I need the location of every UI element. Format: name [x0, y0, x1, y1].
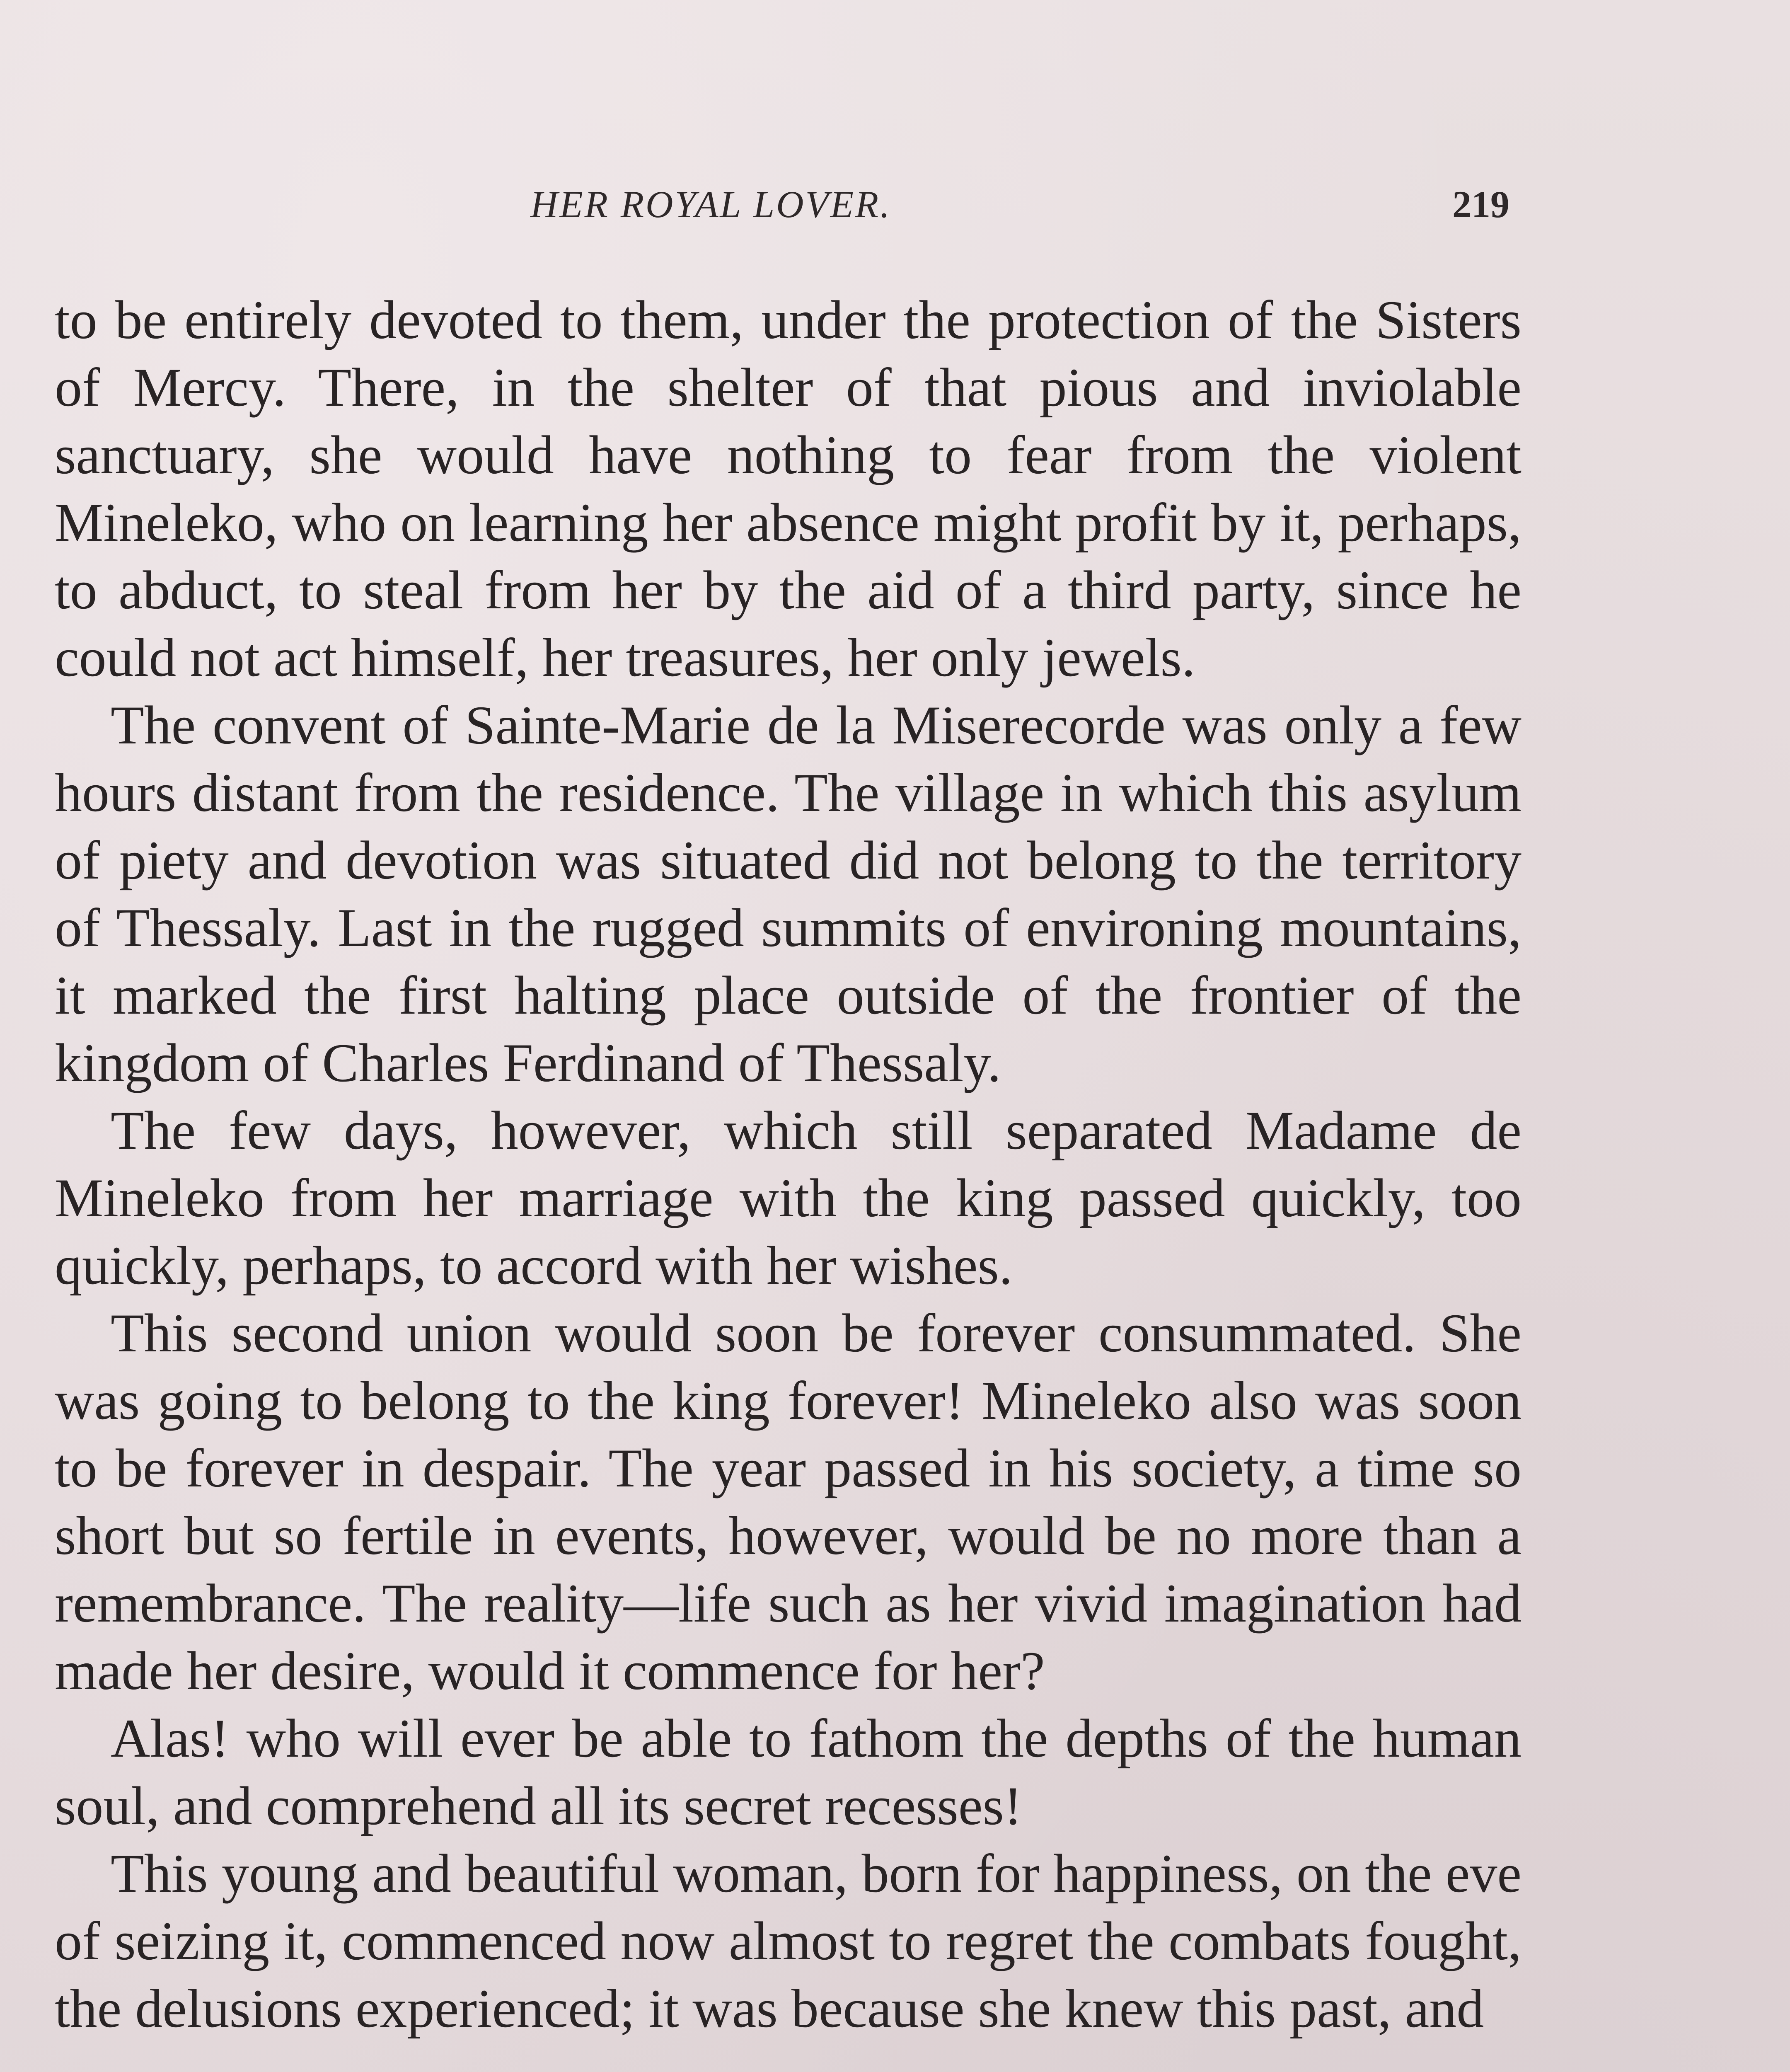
running-title: HER ROYAL LOVER.: [530, 183, 892, 225]
paragraph-3: The few days, however, which still separated Madame de Mineleko from her marriage with the king passed quickly, too quickly, perhaps, to accord with her wishes.: [55, 1100, 1522, 1296]
paragraph-1: to be entirely devoted to them, under the protection of the Sisters of Mercy. There, in the shelter of that pious and inviolable sanctuary, she would have nothing to fear from the violent Mineleko, who on learning her absence might profit by it, perhaps, to abduct, to steal from her by the aid of a third party, since he could not act himself, her treasures, her only jewels.: [55, 289, 1522, 688]
paragraph-4: This second union would soon be forever consummated. She was going to belong to the king forever! Mineleko also was soon to be forever in despair. The year passed in his society, a time so short but so fertile in events, however, would be no more than a remembrance. The reality—life such as her vivid imagination had made her desire, would it commence for her?: [55, 1302, 1522, 1701]
paragraph-2: The convent of Sainte-Marie de la Miserecorde was only a few hours distant from the residence. The village in which this asylum of piety and devotion was situated did not belong to the territory of Thessaly. Last in the rugged summits of environing mountains, it marked the first halting place outside of the frontier of the kingdom of Charles Ferdinand of Thessaly.: [55, 695, 1522, 1093]
body-text: [55, 286, 1522, 2042]
paragraph-5: Alas! who will ever be able to fathom the depths of the human soul, and comprehend all its secret recesses!: [55, 1708, 1522, 1836]
page-number: 219: [1452, 183, 1509, 225]
paragraph-6: This young and beautiful woman, born for happiness, on the eve of seizing it, commenced now almost to regret the combats fought, the delusions experienced; it was because she knew this past, and: [55, 1843, 1522, 2039]
